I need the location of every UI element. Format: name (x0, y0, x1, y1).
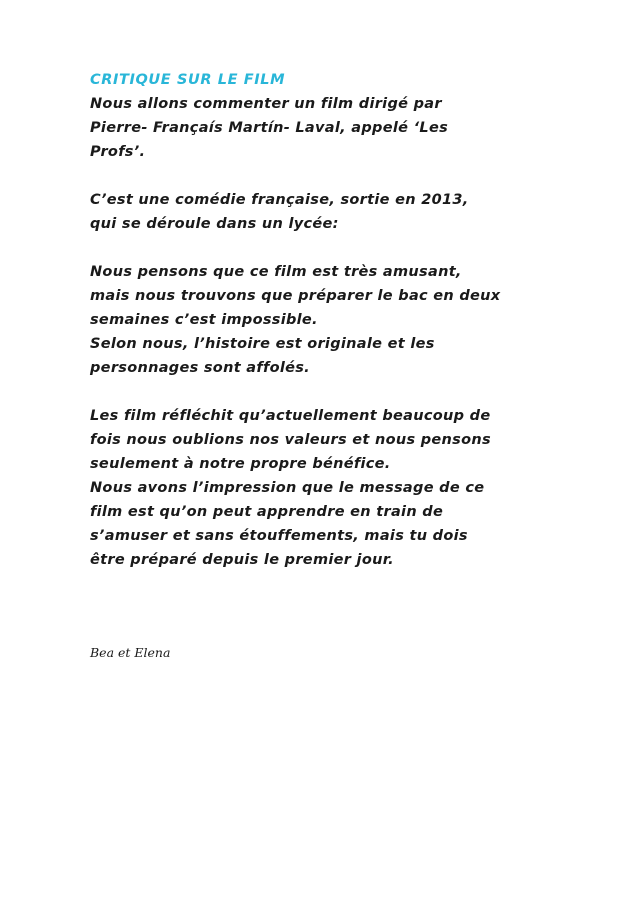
text-line: Les film réfléchit qu’actuellement beaucoup de (90, 408, 491, 424)
text-line: s’amuser et sans étouffements, mais tu dois (90, 528, 468, 544)
text-line: Nous avons l’impression que le message de ce (90, 480, 485, 496)
text-line: fois nous oublions nos valeurs et nous pensons (90, 432, 491, 448)
text-line: qui se déroule dans un lycée: (90, 216, 339, 232)
paragraph-message (90, 404, 560, 572)
paragraph-intro (90, 92, 560, 164)
paragraph-spacer (90, 380, 560, 404)
text-line: semaines c’est impossible. (90, 312, 318, 328)
text-line: Selon nous, l’histoire est originale et les (90, 336, 435, 352)
document-title: CRITIQUE SUR LE FILM (90, 72, 286, 88)
document-body (90, 68, 560, 572)
paragraph-genre (90, 188, 560, 236)
text-line: Profs’. (90, 144, 146, 160)
text-line: seulement à notre propre bénéfice. (90, 456, 391, 472)
text-line: mais nous trouvons que préparer le bac en deux (90, 288, 501, 304)
paragraph-spacer (90, 236, 560, 260)
signature: Bea et Elena (90, 645, 171, 660)
text-line: Nous allons commenter un film dirigé par (90, 96, 442, 112)
text-line: C’est une comédie française, sortie en 2013, (90, 192, 469, 208)
text-line: personnages sont affolés. (90, 360, 310, 376)
text-line: Nous pensons que ce film est très amusant, (90, 264, 462, 280)
text-line: être préparé depuis le premier jour. (90, 552, 394, 568)
paragraph-opinion (90, 260, 560, 380)
text-line: film est qu’on peut apprendre en train de (90, 504, 444, 520)
text-line: Pierre- Françaís Martín- Laval, appelé ‘Les (90, 120, 449, 136)
paragraph-spacer (90, 164, 560, 188)
